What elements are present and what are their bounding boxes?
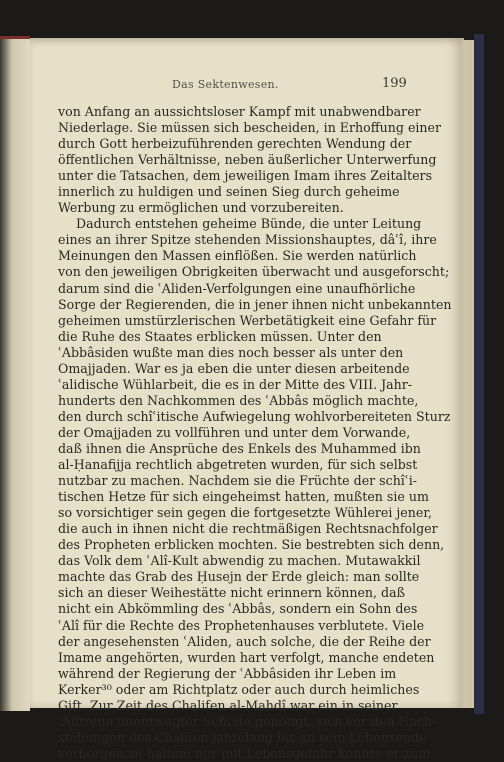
- text-line: machte das Grab des Ḥusejn der Erde gleich: man sollte: [58, 569, 420, 585]
- text-line: Dadurch entstehen geheime Bünde, die unter Leitung: [76, 216, 422, 232]
- text-line: stellungen des Chalifen jahrelang bis an sein Lebensende: [58, 729, 427, 745]
- book-left-edge: [0, 36, 30, 711]
- text-line: so vorsichtiger sein gegen die fortgesetzte Wühlerei jener,: [58, 505, 432, 521]
- text-line: der angesehensten ʿAliden, auch solche, die der Reihe der: [58, 633, 431, 649]
- text-line: Gift. Zur Zeit des Chalifen al-Mahdî war ein in seiner: [58, 697, 398, 713]
- running-head: [30, 74, 464, 94]
- text-line: Kerker³⁰ oder am Richtplatz oder auch durch heimliches: [58, 681, 420, 697]
- text-line: von Anfang an aussichtsloser Kampf mit unabwendbarer: [58, 104, 421, 119]
- text-line: unter die Tatsachen, dem jeweiligen Imam ihres Zeitalters: [58, 168, 433, 184]
- text-line: nutzbar zu machen. Nachdem sie die Früchte der schîʿi-: [58, 473, 417, 489]
- text-line: des Propheten erblicken mochten. Sie bestrebten sich denn,: [58, 537, 445, 553]
- text-line: Meinungen den Massen einflößen. Sie werden natürlich: [58, 248, 417, 264]
- text-line: daß ihnen die Ansprüche des Enkels des Muhammed ibn: [58, 440, 421, 456]
- text-line: die auch in ihnen nicht die rechtmäßigen Rechtsnachfolger: [58, 521, 438, 537]
- text-line: sich an dieser Weihestätte nicht erinnern können, daß: [58, 585, 405, 601]
- text-line: ʿAlîtreue unentwegter Schîʿite genötigt, sich vor den Nach-: [58, 713, 437, 729]
- book-cover-edge: [474, 34, 484, 714]
- text-line: die Ruhe des Staates erblicken müssen. Unter den: [58, 328, 382, 344]
- text-line: das Volk dem ʿAlî-Kult abwendig zu machen. Mutawakkil: [58, 553, 421, 569]
- text-line: Omajjaden. War es ja eben die unter diesen arbeitende: [58, 360, 410, 376]
- text-line: al-Ḥanafijja rechtlich abgetreten wurden, für sich selbst: [58, 457, 418, 473]
- text-line: öffentlichen Verhältnisse, neben äußerlicher Unterwerfung: [58, 152, 437, 168]
- text-line: tischen Hetze für sich eingeheimst hatten, mußten sie um: [58, 489, 429, 505]
- text-line: Sorge der Regierenden, die in jener ihnen nicht unbekannten: [58, 296, 452, 312]
- text-line: ʿalidische Wühlarbeit, die es in der Mitte des VIII. Jahr-: [58, 376, 413, 392]
- text-line: durch Gott herbeizuführenden gerechten Wendung der: [58, 136, 412, 152]
- text-line: nicht ein Abkömmling des ʿAbbâs, sondern ein Sohn des: [58, 601, 418, 617]
- text-line: eines an ihrer Spitze stehenden Missionshauptes, dâʿî, ihre: [58, 232, 437, 248]
- text-line: hunderts den Nachkommen des ʿAbbâs möglich machte,: [58, 392, 419, 408]
- text-line: der Omajjaden zu vollführen und unter dem Vorwande,: [58, 424, 411, 440]
- text-line: Niederlage. Sie müssen sich bescheiden, in Erhoffung einer: [58, 120, 442, 136]
- text-line: verborgen zu halten; nur mit Lebensgefahr konnte er zum: [58, 745, 431, 761]
- text-line: ʿAbbâsiden wußte man dies noch besser als unter den: [58, 344, 404, 360]
- page-number: 199: [382, 76, 407, 91]
- running-head-title: Das Sektenwesen.: [172, 78, 279, 91]
- text-line: von den jeweiligen Obrigkeiten überwacht und ausgeforscht;: [58, 264, 450, 280]
- text-line: ʿAlî für die Rechte des Prophetenhauses verblutete. Viele: [58, 617, 425, 633]
- text-line: innerlich zu huldigen und seinen Sieg durch geheime: [58, 184, 400, 200]
- text-line: den durch schîʿitische Aufwiegelung wohlvorbereiteten Sturz: [58, 408, 451, 424]
- text-line: geheimen umstürzlerischen Werbetätigkeit eine Gefahr für: [58, 312, 437, 328]
- text-line: darum sind die ʿAliden-Verfolgungen eine unaufhörliche: [58, 280, 416, 296]
- text-line: während der Regierung der ʿAbbâsiden ihr Leben im: [58, 665, 397, 681]
- body-text: [58, 104, 452, 762]
- text-line: Werbung zu ermöglichen und vorzubereiten.: [58, 200, 344, 216]
- text-line: Imame angehörten, wurden hart verfolgt, manche endeten: [58, 649, 435, 665]
